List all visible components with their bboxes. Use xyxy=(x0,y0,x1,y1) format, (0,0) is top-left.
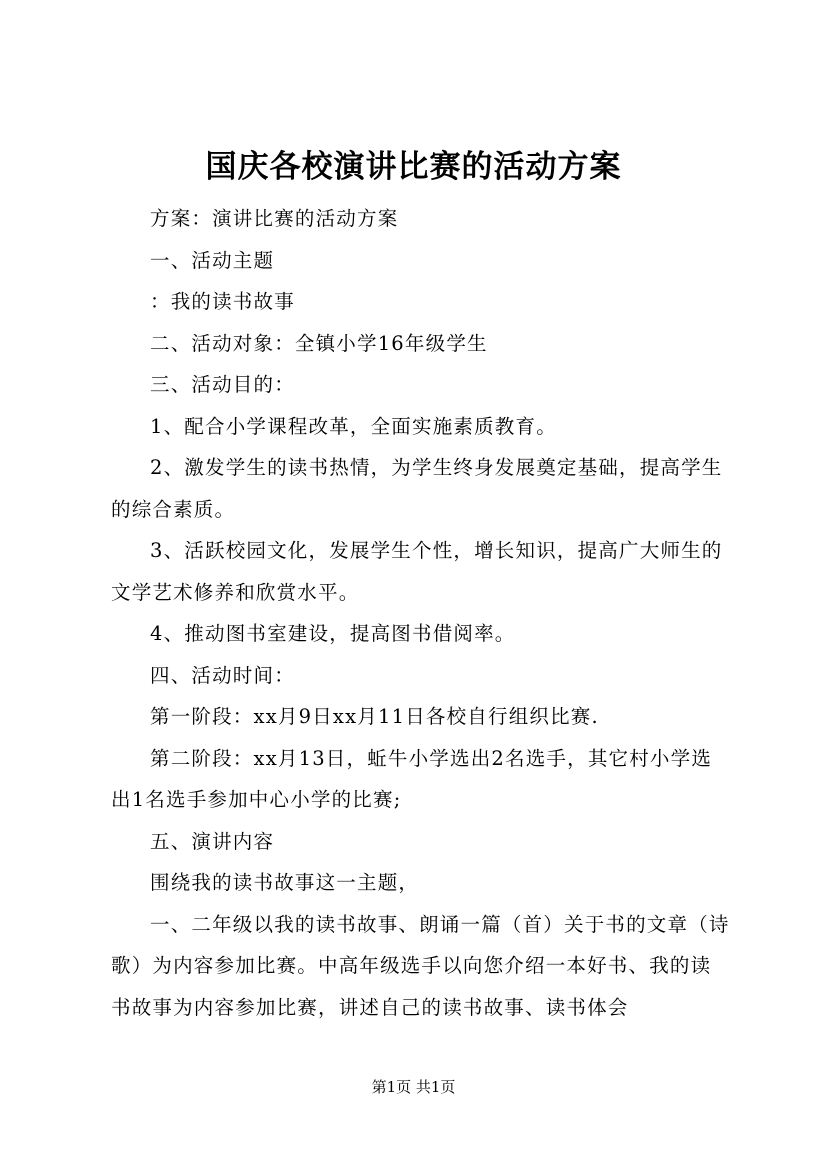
document-body xyxy=(111,198,731,1028)
paragraph-section-target: 二、活动对象：全镇小学16年级学生 xyxy=(150,331,488,355)
paragraph-stage-2: 第二阶段：xx月13日，蚯牛小学选出2名选手，其它村小学选出1名选手参加中心小学的比赛; xyxy=(111,746,713,811)
paragraph-plan-name: 方案：演讲比赛的活动方案 xyxy=(150,207,399,230)
paragraph-purpose-2: 2、激发学生的读书热情，为学生终身发展奠定基础，提高学生的综合素质。 xyxy=(111,456,723,521)
page-footer: 第1页 共1页 xyxy=(371,1078,456,1096)
paragraph-section-theme: 一、活动主题 xyxy=(150,248,275,272)
paragraph-section-time: 四、活动时间： xyxy=(150,663,295,687)
paragraph-purpose-3: 3、活跃校园文化，发展学生个性，增长知识，提高广大师生的文学艺术修养和欣赏水平。 xyxy=(111,539,723,604)
paragraph-section-content: 五、演讲内容 xyxy=(150,829,275,853)
paragraph-stage-1: 第一阶段：xx月9日xx月11日各校自行组织比赛. xyxy=(150,705,599,728)
paragraph-purpose-4: 4、推动图书室建设，提高图书借阅率。 xyxy=(150,622,516,645)
paragraph-theme-text: ：我的读书故事 xyxy=(150,290,295,313)
paragraph-content-intro: 围绕我的读书故事这一主题， xyxy=(150,871,420,894)
document-title: 国庆各校演讲比赛的活动方案 xyxy=(205,149,622,185)
paragraph-content-detail: 一、二年级以我的读书故事、朗诵一篇（首）关于书的文章（诗歌）为内容参加比赛。中高年级选手以向您介绍一本好书、我的读书故事为内容参加比赛，讲述自己的读书故事、读书体会 xyxy=(111,912,730,1019)
paragraph-purpose-1: 1、配合小学课程改革，全面实施素质教育。 xyxy=(150,414,557,438)
paragraph-section-purpose: 三、活动目的： xyxy=(150,373,295,396)
